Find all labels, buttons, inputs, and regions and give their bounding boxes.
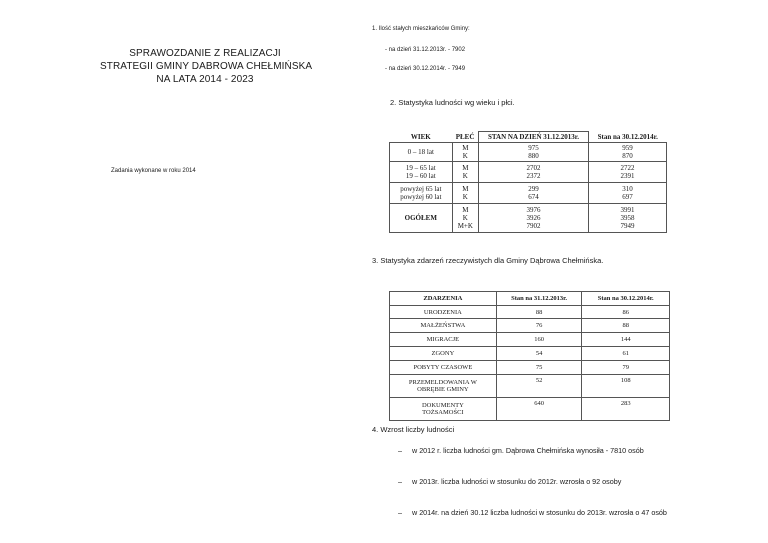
table-row bbox=[390, 319, 670, 333]
event-cell: DOKUMENTY TOŻSAMOŚCI bbox=[390, 398, 497, 421]
value-2013-cell: 52 bbox=[496, 375, 582, 398]
table-row bbox=[390, 398, 670, 421]
list-item: – w 2012 r. liczba ludności gm. Dąbrowa Chełmińska wynosiła - 7810 osób bbox=[398, 446, 644, 455]
table-row bbox=[390, 375, 670, 398]
residents-2014: - na dzień 30.12.2014r. - 7949 bbox=[385, 66, 466, 72]
report-title bbox=[100, 47, 313, 86]
value-2014-cell: 310 697 bbox=[589, 183, 667, 204]
sex-cell: M K bbox=[452, 162, 478, 183]
value-2013-cell: 299 674 bbox=[479, 183, 589, 204]
value-2014-cell: 86 bbox=[582, 306, 670, 319]
value-2013-cell: 160 bbox=[496, 333, 582, 347]
list-item: – w 2013r. liczba ludności w stosunku do 2012r. wzrosła o 92 osoby bbox=[398, 477, 622, 486]
bullet-dash: – bbox=[398, 508, 402, 517]
bullet-dash: – bbox=[398, 446, 402, 455]
table-row bbox=[390, 204, 667, 233]
list-item: – w 2014r. na dzień 30.12 liczba ludności w stosunku do 2013r. wzrosła o 47 osób bbox=[398, 508, 667, 517]
table-row bbox=[390, 361, 670, 375]
column-header-2013: STAN NA DZIEŃ 31.12.2013r. bbox=[479, 132, 589, 143]
table-header-row bbox=[390, 292, 670, 306]
value-2013-cell: 975 880 bbox=[479, 143, 589, 162]
table-row bbox=[390, 333, 670, 347]
value-2013-cell: 54 bbox=[496, 347, 582, 361]
report-title-line2: STRATEGII GMINY DABROWA CHEŁMIŃSKA bbox=[100, 61, 313, 72]
column-header-age: WIEK bbox=[410, 132, 431, 141]
value-2014-cell: 79 bbox=[582, 361, 670, 375]
sex-cell: M K bbox=[452, 143, 478, 162]
table-row bbox=[390, 162, 667, 183]
sex-cell: M K M+K bbox=[452, 204, 478, 233]
section3-heading: 3. Statystyka zdarzeń rzeczywistych dla Gminy Dąbrowa Chełmińska. bbox=[372, 256, 604, 265]
table-row bbox=[390, 143, 667, 162]
event-cell: POBYTY CZASOWE bbox=[390, 361, 497, 375]
value-2013-cell: 640 bbox=[496, 398, 582, 421]
value-2014-cell: 61 bbox=[582, 347, 670, 361]
table-header-row bbox=[390, 132, 667, 143]
value-2014-cell: 108 bbox=[582, 375, 670, 398]
event-cell: MAŁŻEŃSTWA bbox=[390, 319, 497, 333]
column-header-sex: PŁEĆ bbox=[452, 132, 478, 143]
value-2013-cell: 2702 2372 bbox=[479, 162, 589, 183]
value-2014-cell: 3991 3958 7949 bbox=[589, 204, 667, 233]
value-2014-cell: 959 870 bbox=[589, 143, 667, 162]
value-2013-cell: 3976 3926 7902 bbox=[479, 204, 589, 233]
event-cell: MIGRACJE bbox=[390, 333, 497, 347]
section1-heading: 1. Ilość stałych mieszkańców Gminy: bbox=[372, 26, 470, 32]
table-row bbox=[390, 306, 670, 319]
value-2013-cell: 76 bbox=[496, 319, 582, 333]
bullet-dash: – bbox=[398, 477, 402, 486]
value-2013-cell: 75 bbox=[496, 361, 582, 375]
report-title-line1: SPRAWOZDANIE Z REALIZACJI bbox=[129, 48, 281, 59]
event-cell: URODZENIA bbox=[390, 306, 497, 319]
column-header-2014: Stan na 30.12.2014r. bbox=[589, 132, 667, 143]
age-cell: 19 – 65 lat 19 – 60 lat bbox=[390, 162, 453, 183]
table-row bbox=[390, 347, 670, 361]
value-2014-cell: 283 bbox=[582, 398, 670, 421]
table-row bbox=[390, 183, 667, 204]
column-header-2014: Stan na 30.12.2014r. bbox=[582, 292, 670, 306]
tasks-note: Zadania wykonane w roku 2014 bbox=[111, 168, 196, 174]
event-cell: PRZEMELDOWANIA W OBRĘBIE GMINY bbox=[390, 375, 497, 398]
section2-heading: 2. Statystyka ludności wg wieku i płci. bbox=[390, 98, 515, 107]
age-sex-table bbox=[389, 131, 667, 233]
sex-cell: M K bbox=[452, 183, 478, 204]
age-cell: powyżej 65 lat powyżej 60 lat bbox=[390, 183, 453, 204]
section4-heading: 4. Wzrost liczby ludności bbox=[372, 425, 455, 434]
column-header-events: ZDARZENIA bbox=[390, 292, 497, 306]
value-2014-cell: 2722 2391 bbox=[589, 162, 667, 183]
event-cell: ZGONY bbox=[390, 347, 497, 361]
age-cell: 0 – 18 lat bbox=[390, 143, 453, 162]
value-2013-cell: 88 bbox=[496, 306, 582, 319]
report-title-line3: NA LATA 2014 - 2023 bbox=[156, 74, 254, 85]
residents-2013: - na dzień 31.12.2013r. - 7902 bbox=[385, 47, 466, 53]
value-2014-cell: 144 bbox=[582, 333, 670, 347]
events-table bbox=[389, 291, 670, 421]
value-2014-cell: 88 bbox=[582, 319, 670, 333]
column-header-2013: Stan na 31.12.2013r. bbox=[496, 292, 582, 306]
total-label-cell: OGÓŁEM bbox=[390, 204, 453, 233]
